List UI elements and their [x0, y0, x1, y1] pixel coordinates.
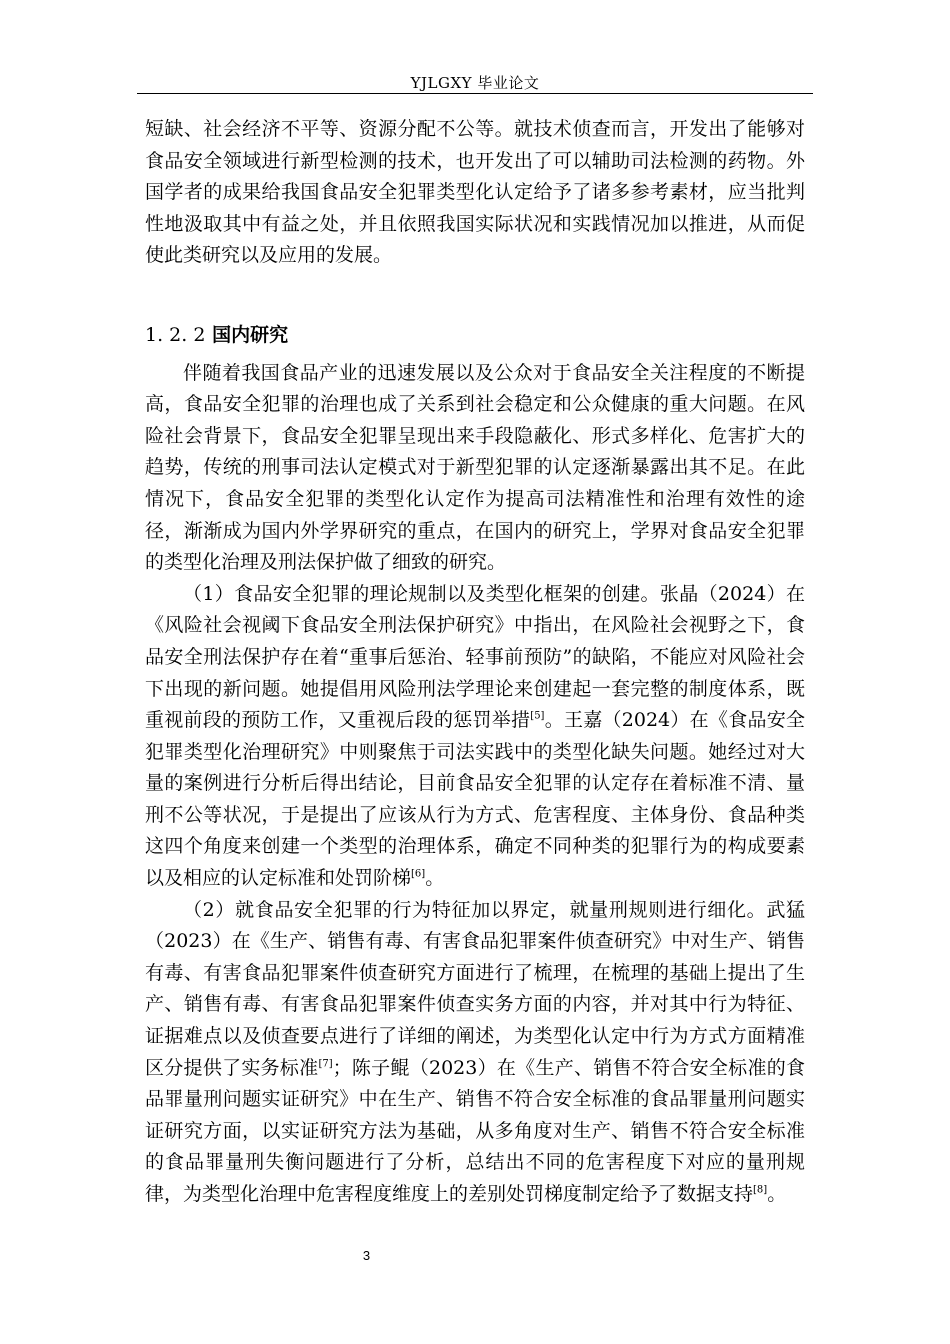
paragraph-3-text-c: 。: [767, 1183, 787, 1205]
paragraph-2-text-b: 。王嘉（2024）在《食品安全犯罪类型化治理研究》中则聚焦于司法实践中的类型化缺失问题。她经过对大量的案例进行分析后得出结论，目前食品安全犯罪的认定存在着标准不清、量刑不公等状况，于是提出了应该从行为方式、危害程度、主体身份、食品种类这四个角度来创建一个类型的治理体系，确定不同种类的犯罪行为的构成要素以及相应的认定标准和处罚阶梯: [145, 709, 805, 890]
citation-5: [5]: [530, 710, 545, 722]
citation-6: [6]: [411, 868, 426, 880]
header-rule: [137, 93, 813, 94]
citation-7: [7]: [318, 1058, 333, 1070]
citation-8: [8]: [753, 1184, 768, 1196]
paragraph-3-text-b: ；陈子鲲（2023）在《生产、销售不符合安全标准的食品罪量刑问题实证研究》中在生产、销售不符合安全标准的食品罪量刑问题实证研究方面，以实证研究方法为基础，从多角度对生产、销售不符合安全标准的食品罪量刑失衡问题进行了分析，总结出不同的危害程度下对应的量刑规律，为类型化治理中危害程度维度上的差别处罚梯度制定给予了数据支持: [145, 1056, 805, 1205]
paragraph-2: [145, 579, 805, 895]
paragraph-2-text-c: 。: [425, 867, 445, 890]
running-header: YJLGXY 毕业论文: [410, 74, 540, 92]
page-number: 3: [362, 1248, 371, 1263]
page-body: [145, 114, 805, 1211]
paragraph-1: 伴随着我国食品产业的迅速发展以及公众对于食品安全关注程度的不断提高，食品安全犯罪的治理也成了关系到社会稳定和公众健康的重大问题。在风险社会背景下，食品安全犯罪呈现出来手段隐蔽化、形式多样化、危害扩大的趋势，传统的刑事司法认定模式对于新型犯罪的认定逐渐暴露出其不足。在此情况下，食品安全犯罪的类型化认定作为提高司法精准性和治理有效性的途径，渐渐成为国内外学界研究的重点，在国内的研究上，学界对食品安全犯罪的类型化治理及刑法保护做了细致的研究。: [145, 361, 805, 574]
paragraph-3-text-a: （2）就食品安全犯罪的行为特征加以界定，就量刑规则进行细化。武猛（2023）在《生产、销售有毒、有害食品犯罪案件侦查研究》中对生产、销售有毒、有害食品犯罪案件侦查研究方面进行了梳理，在梳理的基础上提出了生产、销售有毒、有害食品犯罪案件侦查实务方面的内容，并对其中行为特征、证据难点以及侦查要点进行了详细的阐述，为类型化认定中行为方式方面精准区分提供了实务标准: [145, 898, 805, 1079]
section-number: 1. 2. 2: [145, 323, 206, 346]
intro-paragraph: 短缺、社会经济不平等、资源分配不公等。就技术侦查而言，开发出了能够对食品安全领域进行新型检测的技术，也开发出了可以辅助司法检测的药物。外国学者的成果给我国食品安全犯罪类型化认定给予了诸多参考素材，应当批判性地汲取其中有益之处，并且依照我国实际状况和实践情况加以推进，从而促使此类研究以及应用的发展。: [145, 118, 805, 267]
paragraph-3: [145, 895, 805, 1211]
section-heading: [145, 320, 805, 352]
section-gap: [145, 272, 805, 320]
paragraph-2-text-a: （1）食品安全犯罪的理论规制以及类型化框架的创建。张晶（2024）在《风险社会视阈下食品安全刑法保护研究》中指出，在风险社会视野之下，食品安全刑法保护存在着“重事后惩治、轻事前预防”的缺陷，不能应对风险社会下出现的新问题。她提倡用风险刑法学理论来创建起一套完整的制度体系，既重视前段的预防工作，又重视后段的惩罚举措: [145, 582, 805, 732]
section-title: 国内研究: [212, 323, 289, 346]
